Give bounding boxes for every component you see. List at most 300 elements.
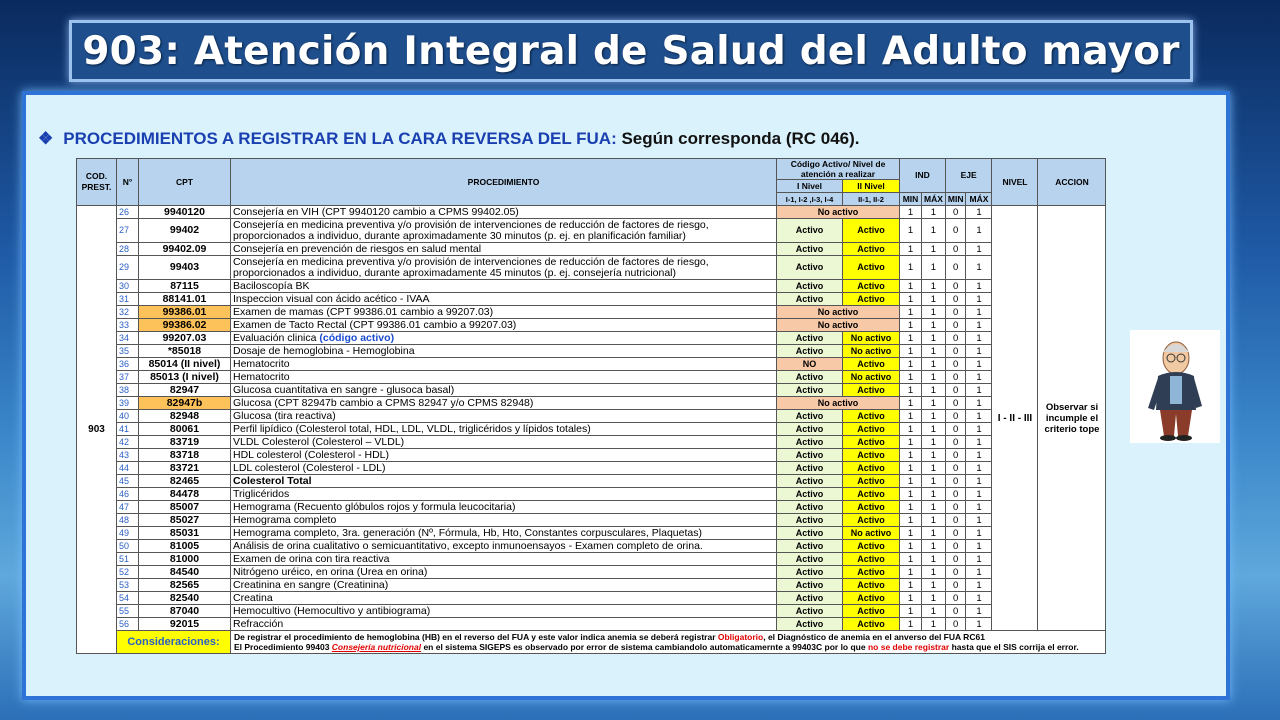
- eje-max: 1: [966, 243, 992, 256]
- ind-min: 1: [900, 605, 922, 618]
- row-number: 40: [117, 410, 139, 423]
- level-i-status: Activo: [777, 345, 843, 358]
- page-title: 903: Atención Integral de Salud del Adulto mayor: [82, 28, 1180, 74]
- table-row: [77, 219, 1106, 243]
- eje-max: 1: [966, 566, 992, 579]
- ind-min: 1: [900, 256, 922, 280]
- row-number: 47: [117, 501, 139, 514]
- cpt-code: 84540: [139, 566, 231, 579]
- eje-min: 0: [945, 397, 966, 410]
- procedure-name: Refracción: [231, 618, 777, 631]
- row-number: 54: [117, 592, 139, 605]
- level-ii-status: Activo: [843, 579, 900, 592]
- ind-max: 1: [922, 423, 946, 436]
- table-row: [77, 514, 1106, 527]
- ind-min: 1: [900, 501, 922, 514]
- cpt-code: 84478: [139, 488, 231, 501]
- table-row: [77, 358, 1106, 371]
- table-row: [77, 410, 1106, 423]
- ind-min: 1: [900, 618, 922, 631]
- cpt-code: 99403: [139, 256, 231, 280]
- ind-max: 1: [922, 566, 946, 579]
- eje-max: 1: [966, 219, 992, 243]
- cpt-code: 82948: [139, 410, 231, 423]
- eje-max: 1: [966, 332, 992, 345]
- level-ii-status: Activo: [843, 358, 900, 371]
- ind-max: 1: [922, 397, 946, 410]
- eje-max: 1: [966, 293, 992, 306]
- ind-max: 1: [922, 306, 946, 319]
- procedure-name: Hemograma completo: [231, 514, 777, 527]
- row-number: 28: [117, 243, 139, 256]
- row-number: 38: [117, 384, 139, 397]
- cpt-code: 83721: [139, 462, 231, 475]
- eje-min: 0: [945, 256, 966, 280]
- ind-min: 1: [900, 332, 922, 345]
- ind-max: 1: [922, 462, 946, 475]
- table-row: [77, 280, 1106, 293]
- ind-max: 1: [922, 475, 946, 488]
- eje-min: 0: [945, 462, 966, 475]
- accion-cell: Observar si incumple el criterio tope: [1038, 206, 1106, 631]
- eje-max: 1: [966, 475, 992, 488]
- consideraciones-row: [77, 631, 1106, 654]
- procedure-name: Evaluación clinica (código activo): [231, 332, 777, 345]
- cpt-code: 81000: [139, 553, 231, 566]
- level-i-status: Activo: [777, 514, 843, 527]
- level-ii-status: Activo: [843, 566, 900, 579]
- ind-max: 1: [922, 618, 946, 631]
- eje-max: 1: [966, 280, 992, 293]
- level-ii-status: Activo: [843, 488, 900, 501]
- subtitle: [38, 129, 860, 149]
- eje-min: 0: [945, 319, 966, 332]
- procedure-name: Glucosa (CPT 82947b cambio a CPMS 82947 y/o CPMS 82948): [231, 397, 777, 410]
- cpt-code: 82540: [139, 592, 231, 605]
- ind-min: 1: [900, 206, 922, 219]
- eje-min: 0: [945, 553, 966, 566]
- procedures-table-wrap: [76, 158, 1106, 654]
- procedure-name: Examen de Tacto Rectal (CPT 99386.01 cambio a 99207.03): [231, 319, 777, 332]
- row-number: 29: [117, 256, 139, 280]
- row-number: 37: [117, 371, 139, 384]
- procedure-name: Glucosa (tira reactiva): [231, 410, 777, 423]
- level-ii-status: Activo: [843, 605, 900, 618]
- procedure-name: Examen de orina con tira reactiva: [231, 553, 777, 566]
- title-banner: [69, 20, 1193, 82]
- header-eje-min: MIN: [945, 193, 966, 206]
- cod-prest-cell: 903: [77, 206, 117, 654]
- procedure-name: Baciloscopía BK: [231, 280, 777, 293]
- eje-min: 0: [945, 280, 966, 293]
- cpt-code: 82947b: [139, 397, 231, 410]
- level-i-status: Activo: [777, 566, 843, 579]
- level-ii-status: Activo: [843, 423, 900, 436]
- ind-max: 1: [922, 219, 946, 243]
- header-ii-nivel: II Nivel: [843, 180, 900, 193]
- eje-max: 1: [966, 527, 992, 540]
- eje-max: 1: [966, 371, 992, 384]
- header-ind-max: MÁX: [922, 193, 946, 206]
- row-number: 51: [117, 553, 139, 566]
- eje-max: 1: [966, 397, 992, 410]
- eje-max: 1: [966, 618, 992, 631]
- cpt-code: 85007: [139, 501, 231, 514]
- level-ii-status: Activo: [843, 384, 900, 397]
- row-number: 27: [117, 219, 139, 243]
- cpt-code: 82947: [139, 384, 231, 397]
- ind-max: 1: [922, 527, 946, 540]
- eje-min: 0: [945, 514, 966, 527]
- consideraciones-text: De registrar el procedimiento de hemoglobina (HB) en el reverso del FUA y este valor indica anemia se deberá registrar Obligatorio, el Diagnóstico de anemia en el anverso del FUA RC61 El Procedimiento 99403 Consejería nutricional en el sistema SIGEPS es observado por error de sistema cambiandolo automaticamernte a 99403C por lo que no se debe registrar hasta que el SIS corrija el error.: [231, 631, 1106, 654]
- header-i-nivel: I Nivel: [777, 180, 843, 193]
- old-man-illustration: [1130, 330, 1220, 443]
- eje-max: 1: [966, 579, 992, 592]
- ind-max: 1: [922, 293, 946, 306]
- eje-max: 1: [966, 423, 992, 436]
- eje-max: 1: [966, 306, 992, 319]
- header-ii-levels: II-1, II-2: [843, 193, 900, 206]
- ind-min: 1: [900, 397, 922, 410]
- eje-min: 0: [945, 592, 966, 605]
- ind-min: 1: [900, 371, 922, 384]
- level-status: No activo: [777, 306, 900, 319]
- eje-min: 0: [945, 293, 966, 306]
- eje-max: 1: [966, 256, 992, 280]
- row-number: 31: [117, 293, 139, 306]
- ind-min: 1: [900, 579, 922, 592]
- procedure-name: HDL colesterol (Colesterol - HDL): [231, 449, 777, 462]
- ind-max: 1: [922, 280, 946, 293]
- level-ii-status: No activo: [843, 527, 900, 540]
- ind-max: 1: [922, 384, 946, 397]
- eje-min: 0: [945, 579, 966, 592]
- level-ii-status: Activo: [843, 553, 900, 566]
- row-number: 41: [117, 423, 139, 436]
- ind-max: 1: [922, 345, 946, 358]
- eje-min: 0: [945, 332, 966, 345]
- consideraciones-label: Consideraciones:: [117, 631, 231, 654]
- ind-min: 1: [900, 423, 922, 436]
- level-ii-status: Activo: [843, 462, 900, 475]
- procedure-name: Hemograma (Recuento glóbulos rojos y formula leucocitaria): [231, 501, 777, 514]
- table-row: [77, 449, 1106, 462]
- header-cpt: CPT: [139, 159, 231, 206]
- ind-max: 1: [922, 514, 946, 527]
- ind-max: 1: [922, 592, 946, 605]
- procedure-name: Creatina: [231, 592, 777, 605]
- table-row: [77, 501, 1106, 514]
- ind-max: 1: [922, 243, 946, 256]
- level-ii-status: Activo: [843, 449, 900, 462]
- table-row: [77, 488, 1106, 501]
- level-ii-status: Activo: [843, 280, 900, 293]
- cpt-code: 99386.01: [139, 306, 231, 319]
- eje-min: 0: [945, 566, 966, 579]
- level-ii-status: Activo: [843, 293, 900, 306]
- ind-max: 1: [922, 540, 946, 553]
- eje-min: 0: [945, 527, 966, 540]
- eje-min: 0: [945, 358, 966, 371]
- cpt-code: 99207.03: [139, 332, 231, 345]
- level-i-status: Activo: [777, 605, 843, 618]
- level-i-status: Activo: [777, 618, 843, 631]
- level-ii-status: Activo: [843, 514, 900, 527]
- level-ii-status: Activo: [843, 243, 900, 256]
- header-accion: ACCION: [1038, 159, 1106, 206]
- header-codigo-activo: Código Activo/ Nivel de atención a realizar: [777, 159, 900, 180]
- table-row: [77, 397, 1106, 410]
- ind-max: 1: [922, 358, 946, 371]
- header-ind: IND: [900, 159, 946, 193]
- eje-min: 0: [945, 371, 966, 384]
- ind-min: 1: [900, 410, 922, 423]
- level-ii-status: Activo: [843, 501, 900, 514]
- level-i-status: Activo: [777, 527, 843, 540]
- cpt-code: 82465: [139, 475, 231, 488]
- ind-min: 1: [900, 540, 922, 553]
- subtitle-lead: PROCEDIMIENTOS A REGISTRAR EN LA CARA REVERSA DEL FUA:: [63, 129, 617, 148]
- cpt-code: 82565: [139, 579, 231, 592]
- procedure-name: Nitrógeno uréico, en orina (Urea en orina): [231, 566, 777, 579]
- level-i-status: Activo: [777, 243, 843, 256]
- row-number: 44: [117, 462, 139, 475]
- eje-max: 1: [966, 206, 992, 219]
- cpt-code: 99402: [139, 219, 231, 243]
- table-row: [77, 592, 1106, 605]
- procedure-name: Consejería en medicina preventiva y/o provisión de intervenciones de reducción de factores de riesgo, proporcionados a individuo, durante aproximadamente 30 minutos (p. ej. en planificación familiar): [231, 219, 777, 243]
- ind-max: 1: [922, 410, 946, 423]
- level-ii-status: Activo: [843, 410, 900, 423]
- nivel-cell: I - II - III: [992, 206, 1038, 631]
- procedure-name: Hemocultivo (Hemocultivo y antibiograma): [231, 605, 777, 618]
- row-number: 56: [117, 618, 139, 631]
- ind-min: 1: [900, 553, 922, 566]
- level-i-status: Activo: [777, 410, 843, 423]
- level-i-status: Activo: [777, 449, 843, 462]
- table-row: [77, 540, 1106, 553]
- level-ii-status: Activo: [843, 475, 900, 488]
- procedures-table: [76, 158, 1106, 654]
- level-i-status: Activo: [777, 332, 843, 345]
- level-ii-status: No activo: [843, 371, 900, 384]
- row-number: 48: [117, 514, 139, 527]
- procedure-name: Hemograma completo, 3ra. generación (Nº, Fórmula, Hb, Hto, Constantes corpusculares, Plaquetas): [231, 527, 777, 540]
- table-row: [77, 527, 1106, 540]
- cpt-code: 80061: [139, 423, 231, 436]
- row-number: 34: [117, 332, 139, 345]
- procedure-name: Consejería en medicina preventiva y/o provisión de intervenciones de reducción de factores de riesgo, proporcionados a individuo, durante aproximadamente 45 minutos (p. ej. consejería nutricional): [231, 256, 777, 280]
- table-row: [77, 332, 1106, 345]
- header-eje: EJE: [945, 159, 992, 193]
- cpt-code: 83719: [139, 436, 231, 449]
- row-number: 26: [117, 206, 139, 219]
- procedure-name: Perfil lipídico (Colesterol total, HDL, LDL, VLDL, triglicéridos y lípidos totales): [231, 423, 777, 436]
- level-i-status: Activo: [777, 475, 843, 488]
- ind-max: 1: [922, 449, 946, 462]
- ind-min: 1: [900, 592, 922, 605]
- eje-max: 1: [966, 605, 992, 618]
- procedure-name: Glucosa cuantitativa en sangre - glusoca basal): [231, 384, 777, 397]
- eje-min: 0: [945, 306, 966, 319]
- ind-max: 1: [922, 319, 946, 332]
- eje-max: 1: [966, 345, 992, 358]
- content-panel: [22, 91, 1230, 700]
- table-row: [77, 243, 1106, 256]
- header-n: N°: [117, 159, 139, 206]
- level-status: No activo: [777, 319, 900, 332]
- eje-max: 1: [966, 384, 992, 397]
- eje-max: 1: [966, 553, 992, 566]
- level-status: No activo: [777, 397, 900, 410]
- table-row: [77, 618, 1106, 631]
- ind-max: 1: [922, 371, 946, 384]
- header-nivel: NIVEL: [992, 159, 1038, 206]
- cpt-code: 92015: [139, 618, 231, 631]
- level-ii-status: Activo: [843, 219, 900, 243]
- ind-min: 1: [900, 527, 922, 540]
- procedure-name: Hematocrito: [231, 371, 777, 384]
- level-ii-status: Activo: [843, 436, 900, 449]
- eje-min: 0: [945, 345, 966, 358]
- subtitle-tail: Según corresponda (RC 046).: [616, 129, 860, 148]
- row-number: 46: [117, 488, 139, 501]
- cpt-code: 85014 (II nivel): [139, 358, 231, 371]
- ind-min: 1: [900, 280, 922, 293]
- table-row: [77, 256, 1106, 280]
- table-row: [77, 306, 1106, 319]
- ind-min: 1: [900, 488, 922, 501]
- eje-max: 1: [966, 410, 992, 423]
- row-number: 30: [117, 280, 139, 293]
- eje-min: 0: [945, 206, 966, 219]
- eje-min: 0: [945, 243, 966, 256]
- level-ii-status: Activo: [843, 592, 900, 605]
- eje-max: 1: [966, 358, 992, 371]
- eje-max: 1: [966, 540, 992, 553]
- eje-min: 0: [945, 436, 966, 449]
- ind-min: 1: [900, 449, 922, 462]
- row-number: 49: [117, 527, 139, 540]
- procedure-name: LDL colesterol (Colesterol - LDL): [231, 462, 777, 475]
- table-row: [77, 566, 1106, 579]
- eje-min: 0: [945, 501, 966, 514]
- ind-min: 1: [900, 566, 922, 579]
- level-i-status: Activo: [777, 436, 843, 449]
- header-eje-max: MÁX: [966, 193, 992, 206]
- eje-min: 0: [945, 449, 966, 462]
- level-i-status: Activo: [777, 579, 843, 592]
- table-row: [77, 475, 1106, 488]
- level-i-status: Activo: [777, 256, 843, 280]
- header-ind-min: MIN: [900, 193, 922, 206]
- level-i-status: Activo: [777, 423, 843, 436]
- level-i-status: Activo: [777, 462, 843, 475]
- cpt-code: 85027: [139, 514, 231, 527]
- procedure-name: Consejería en VIH (CPT 9940120 cambio a CPMS 99402.05): [231, 206, 777, 219]
- eje-min: 0: [945, 384, 966, 397]
- table-row: [77, 319, 1106, 332]
- cpt-code: *85018: [139, 345, 231, 358]
- cpt-code: 81005: [139, 540, 231, 553]
- header-i-levels: I-1, I-2 ,I-3, I-4: [777, 193, 843, 206]
- table-row: [77, 371, 1106, 384]
- cpt-code: 87115: [139, 280, 231, 293]
- ind-min: 1: [900, 475, 922, 488]
- level-i-status: Activo: [777, 501, 843, 514]
- level-i-status: Activo: [777, 553, 843, 566]
- level-i-status: Activo: [777, 540, 843, 553]
- eje-min: 0: [945, 540, 966, 553]
- procedure-name: VLDL Colesterol (Colesterol – VLDL): [231, 436, 777, 449]
- row-number: 39: [117, 397, 139, 410]
- ind-min: 1: [900, 514, 922, 527]
- level-ii-status: Activo: [843, 256, 900, 280]
- ind-max: 1: [922, 605, 946, 618]
- cpt-code: 85031: [139, 527, 231, 540]
- ind-min: 1: [900, 384, 922, 397]
- eje-max: 1: [966, 592, 992, 605]
- ind-max: 1: [922, 256, 946, 280]
- row-number: 32: [117, 306, 139, 319]
- eje-max: 1: [966, 462, 992, 475]
- table-row: [77, 462, 1106, 475]
- table-row: [77, 553, 1106, 566]
- row-number: 36: [117, 358, 139, 371]
- ind-max: 1: [922, 332, 946, 345]
- eje-min: 0: [945, 410, 966, 423]
- level-ii-status: Activo: [843, 618, 900, 631]
- procedure-name: Hematocrito: [231, 358, 777, 371]
- cpt-code: 85013 (I nivel): [139, 371, 231, 384]
- header-cod-prest: COD. PREST.: [77, 159, 117, 206]
- procedure-name: Examen de mamas (CPT 99386.01 cambio a 99207.03): [231, 306, 777, 319]
- level-ii-status: Activo: [843, 540, 900, 553]
- cpt-code: 83718: [139, 449, 231, 462]
- ind-min: 1: [900, 345, 922, 358]
- cpt-code: 99402.09: [139, 243, 231, 256]
- cpt-code: 87040: [139, 605, 231, 618]
- table-row: [77, 436, 1106, 449]
- procedure-name: Análisis de orina cualitativo o semicuantitativo, excepto inmunoensayos - Examen completo de orina.: [231, 540, 777, 553]
- procedure-name: Colesterol Total: [231, 475, 777, 488]
- procedure-name: Triglicéridos: [231, 488, 777, 501]
- level-i-status: Activo: [777, 219, 843, 243]
- level-i-status: Activo: [777, 592, 843, 605]
- eje-min: 0: [945, 475, 966, 488]
- row-number: 45: [117, 475, 139, 488]
- ind-min: 1: [900, 462, 922, 475]
- table-row: [77, 579, 1106, 592]
- row-number: 33: [117, 319, 139, 332]
- ind-min: 1: [900, 293, 922, 306]
- ind-max: 1: [922, 501, 946, 514]
- table-row: [77, 345, 1106, 358]
- eje-max: 1: [966, 436, 992, 449]
- cpt-code: 99386.02: [139, 319, 231, 332]
- level-status: No activo: [777, 206, 900, 219]
- level-i-status: Activo: [777, 280, 843, 293]
- eje-min: 0: [945, 488, 966, 501]
- ind-max: 1: [922, 488, 946, 501]
- ind-min: 1: [900, 219, 922, 243]
- row-number: 35: [117, 345, 139, 358]
- cpt-code: 9940120: [139, 206, 231, 219]
- eje-max: 1: [966, 514, 992, 527]
- eje-min: 0: [945, 219, 966, 243]
- header-procedimiento: PROCEDIMIENTO: [231, 159, 777, 206]
- level-i-status: Activo: [777, 384, 843, 397]
